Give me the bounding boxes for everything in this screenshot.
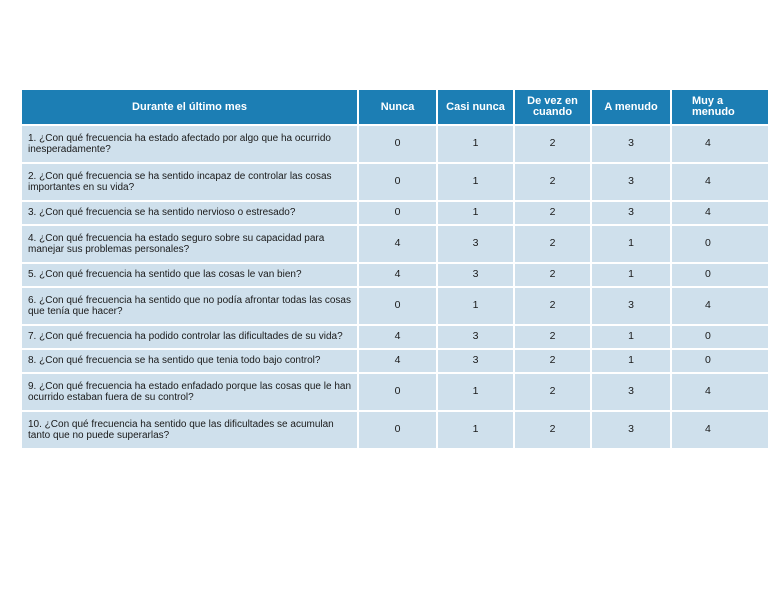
question-cell: 9. ¿Con qué frecuencia ha estado enfadado porque las cosas que le han ocurrido estaban fuera de su control? — [22, 374, 359, 412]
table-row — [22, 202, 768, 226]
score-cell: 1 — [438, 288, 515, 326]
score-cell: 1 — [438, 126, 515, 164]
score-cell: 1 — [438, 412, 515, 450]
score-cell: 0 — [672, 264, 768, 288]
score-cell: 3 — [592, 126, 672, 164]
score-cell: 1 — [438, 164, 515, 202]
question-cell: 6. ¿Con qué frecuencia ha sentido que no podía afrontar todas las cosas que tenía que hacer? — [22, 288, 359, 326]
scale-table-container — [22, 90, 768, 450]
score-cell: 3 — [438, 326, 515, 350]
score-cell: 0 — [359, 288, 438, 326]
score-cell: 2 — [515, 326, 592, 350]
score-cell: 3 — [592, 412, 672, 450]
table-row — [22, 350, 768, 374]
table-row — [22, 412, 768, 450]
score-cell: 2 — [515, 264, 592, 288]
score-cell: 3 — [438, 264, 515, 288]
score-cell: 1 — [592, 326, 672, 350]
score-cell: 3 — [438, 350, 515, 374]
question-cell: 3. ¿Con qué frecuencia se ha sentido nervioso o estresado? — [22, 202, 359, 226]
score-cell: 0 — [359, 374, 438, 412]
score-cell: 3 — [592, 374, 672, 412]
score-cell: 4 — [672, 126, 768, 164]
score-cell: 4 — [359, 350, 438, 374]
header-question: Durante el último mes — [22, 90, 359, 126]
table-row — [22, 374, 768, 412]
score-cell: 0 — [672, 350, 768, 374]
table-row — [22, 164, 768, 202]
score-cell: 4 — [672, 202, 768, 226]
question-cell: 2. ¿Con qué frecuencia se ha sentido incapaz de controlar las cosas importantes en su vida? — [22, 164, 359, 202]
score-cell: 2 — [515, 202, 592, 226]
score-cell: 2 — [515, 126, 592, 164]
score-cell: 1 — [592, 264, 672, 288]
score-cell: 2 — [515, 164, 592, 202]
question-cell: 1. ¿Con qué frecuencia ha estado afectado por algo que ha ocurrido inesperadamente? — [22, 126, 359, 164]
score-cell: 3 — [592, 202, 672, 226]
score-cell: 2 — [515, 226, 592, 264]
scale-table — [22, 90, 768, 450]
table-row — [22, 326, 768, 350]
header-de-vez-en-cuando: De vez en cuando — [515, 90, 592, 126]
score-cell: 2 — [515, 288, 592, 326]
header-casi-nunca: Casi nunca — [438, 90, 515, 126]
header-row — [22, 90, 768, 126]
score-cell: 4 — [359, 226, 438, 264]
score-cell: 1 — [592, 350, 672, 374]
question-cell: 8. ¿Con qué frecuencia se ha sentido que tenia todo bajo control? — [22, 350, 359, 374]
header-muy-a-menudo: Muy a menudo — [672, 90, 768, 126]
score-cell: 0 — [672, 326, 768, 350]
score-cell: 1 — [438, 374, 515, 412]
score-cell: 4 — [672, 288, 768, 326]
question-cell: 5. ¿Con qué frecuencia ha sentido que las cosas le van bien? — [22, 264, 359, 288]
table-row — [22, 226, 768, 264]
score-cell: 4 — [359, 264, 438, 288]
question-cell: 10. ¿Con qué frecuencia ha sentido que las dificultades se acumulan tanto que no puede superarlas? — [22, 412, 359, 450]
score-cell: 4 — [672, 164, 768, 202]
score-cell: 2 — [515, 350, 592, 374]
score-cell: 0 — [359, 202, 438, 226]
score-cell: 3 — [592, 164, 672, 202]
score-cell: 4 — [672, 374, 768, 412]
table-body — [22, 126, 768, 450]
score-cell: 2 — [515, 374, 592, 412]
score-cell: 1 — [592, 226, 672, 264]
score-cell: 3 — [438, 226, 515, 264]
header-nunca: Nunca — [359, 90, 438, 126]
question-cell: 4. ¿Con qué frecuencia ha estado seguro sobre su capacidad para manejar sus problemas personales? — [22, 226, 359, 264]
score-cell: 0 — [359, 126, 438, 164]
score-cell: 4 — [672, 412, 768, 450]
table-row — [22, 288, 768, 326]
score-cell: 0 — [359, 412, 438, 450]
score-cell: 0 — [672, 226, 768, 264]
score-cell: 0 — [359, 164, 438, 202]
score-cell: 3 — [592, 288, 672, 326]
header-a-menudo: A menudo — [592, 90, 672, 126]
score-cell: 4 — [359, 326, 438, 350]
table-row — [22, 264, 768, 288]
table-row — [22, 126, 768, 164]
score-cell: 1 — [438, 202, 515, 226]
score-cell: 2 — [515, 412, 592, 450]
question-cell: 7. ¿Con qué frecuencia ha podido controlar las dificultades de su vida? — [22, 326, 359, 350]
